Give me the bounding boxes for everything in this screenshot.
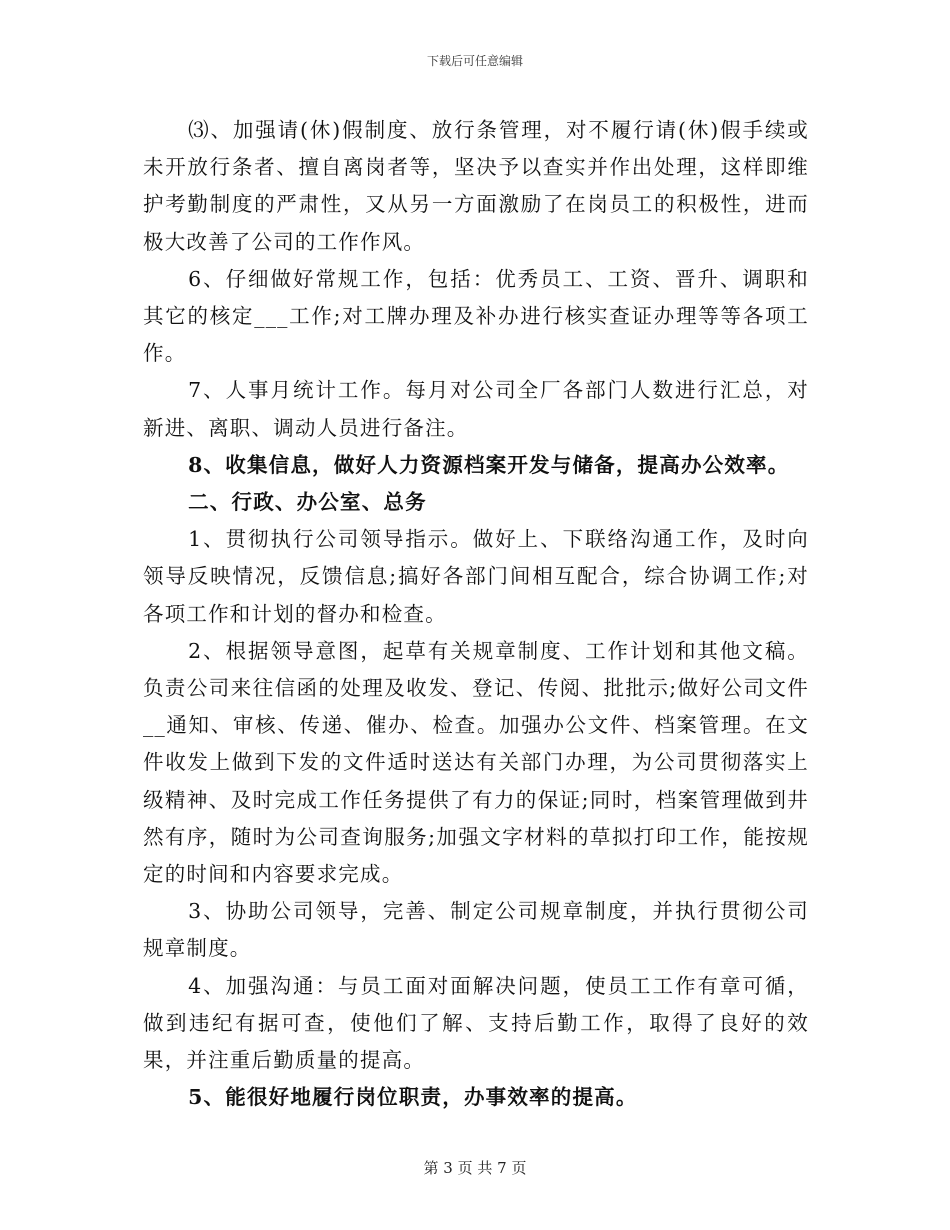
paragraph-routine-work: 6、仔细做好常规工作，包括：优秀员工、工资、晋升、调职和其它的核定___工作;对工牌办理及补办进行核实查证办理等等各项工作。 [143,266,809,366]
section-heading-admin: 二、行政、办公室、总务 [188,490,427,515]
page-header: 下载后可任意编辑 [426,54,523,68]
paragraph-regulations: 3、协助公司领导，完善、制定公司规章制度，并执行贯彻公司规章制度。 [143,899,809,961]
paragraph-drafting: 2、根据领导意图，起草有关规章制度、工作计划和其他文稿。负责公司来往信函的处理及收发、登记、传阅、批批示;做好公司文件__通知、审核、传递、催办、检查。加强办公文件、档案管理。在文件收发上做到下发的文件适时送达有关部门办理，为公司贯彻落实上级精神、及时完成工作任务提供了有力的保证;同时，档案管理做到井然有序，随时为公司查询服务;加强文字材料的草拟打印工作，能按规定的时间和内容要求完成。 [143,638,809,887]
document-body [143,112,809,1116]
paragraph-monthly-stats: 7、人事月统计工作。每月对公司全厂各部门人数进行汇总，对新进、离职、调动人员进行备注。 [143,378,809,440]
paragraph-attendance: ⑶、加强请(休)假制度、放行条管理，对不履行请(休)假手续或未开放行条者、擅自离岗者等，坚决予以查实并作出处理，这样即维护考勤制度的严肃性，又从另一方面激励了在岗员工的积极性，进而极大改善了公司的工作作风。 [143,118,809,254]
paragraph-hr-archive: 8、收集信息，做好人力资源档案开发与储备，提高办公效率。 [188,452,790,477]
paragraph-efficiency: 5、能很好地履行岗位职责，办事效率的提高。 [188,1085,638,1110]
page-footer: 第 3 页 共 7 页 [423,1159,527,1177]
paragraph-communication: 4、加强沟通：与员工面对面解决问题，使员工工作有章可循，做到违纪有据可查，使他们了解、支持后勤工作，取得了良好的效果，并注重后勤质量的提高。 [143,973,809,1073]
paragraph-leadership: 1、贯彻执行公司领导指示。做好上、下联络沟通工作，及时向领导反映情况，反馈信息;搞好各部门间相互配合，综合协调工作;对各项工作和计划的督办和检查。 [143,527,809,626]
